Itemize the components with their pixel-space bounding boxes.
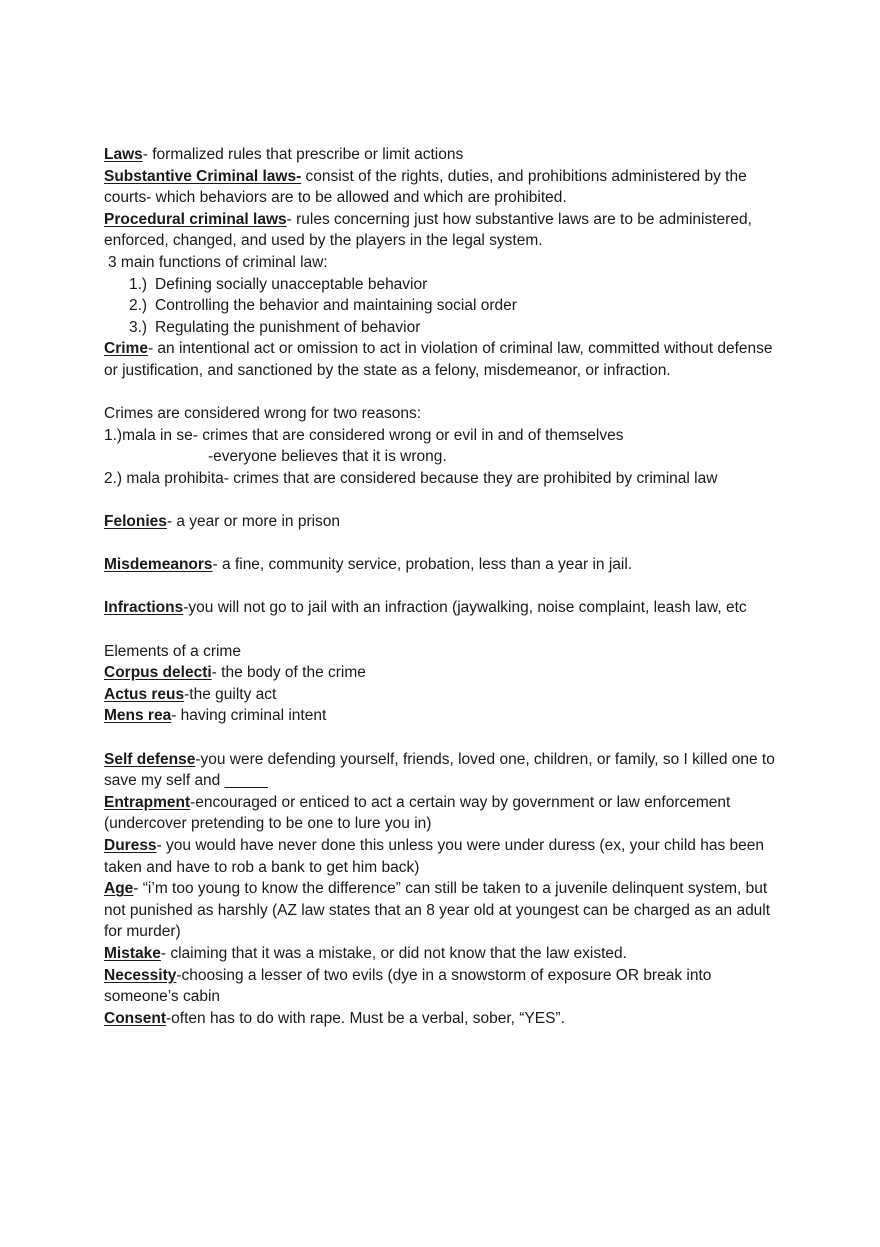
definition-necessity (104, 965, 784, 1008)
definition-crime (104, 338, 784, 381)
term-misdemeanors: Misdemeanors (104, 556, 213, 574)
definition-mens-rea (104, 705, 784, 727)
definition-text: -the guilty act (184, 685, 277, 703)
term-felonies: Felonies (104, 513, 167, 531)
term-mistake: Mistake (104, 944, 161, 962)
spacer (104, 490, 784, 512)
definition-text: - having criminal intent (171, 707, 327, 725)
definition-text: - you would have never done this unless you were under duress (ex, your child has been taken and have to rob a bank to get him back) (104, 837, 764, 876)
elements-heading: Elements of a crime (104, 642, 241, 660)
reason-mala-in-se-note: -everyone believes that it is wrong. (208, 448, 447, 466)
definition-text: -you were defending yourself, friends, loved one, children, or family, so I killed one to save my self and _____ (104, 750, 775, 790)
definition-actus-reus (104, 684, 784, 706)
list-item (104, 295, 784, 317)
definition-text: consist of the rights, duties, and prohibitions administered by the courts- which behaviors are to be allowed and which are prohibited. (104, 167, 747, 207)
definition-text: -often has to do with rape. Must be a verbal, sober, “YES”. (166, 1009, 565, 1027)
spacer (104, 727, 784, 749)
list-number: 2.) (129, 297, 148, 315)
definition-text: - rules concerning just how substantive laws are to be administered, enforced, changed, and used by the players in the legal system. (104, 210, 752, 250)
definition-text: - claiming that it was a mistake, or did not know that the law existed. (160, 944, 627, 962)
notes-body (104, 144, 784, 1029)
term-corpus-delecti: Corpus delecti (104, 664, 212, 682)
definition-misdemeanors (104, 554, 784, 576)
term-age: Age (104, 880, 134, 898)
definition-text: - formalized rules that prescribe or limit actions (142, 146, 464, 163)
definition-text: - a fine, community service, probation, less than a year in jail. (212, 556, 633, 574)
definition-consent (104, 1008, 784, 1030)
list-item (104, 274, 784, 296)
definition-infractions (104, 597, 784, 619)
spacer (104, 533, 784, 555)
definition-corpus-delecti (104, 662, 784, 684)
term-entrapment: Entrapment (104, 793, 191, 811)
definition-text: - “i’m too young to know the difference” can still be taken to a juvenile delinquent system, but not punished as harshly (AZ law states that an 8 year old at youngest can be charged as an adult for murder) (104, 880, 771, 941)
term-crime: Crime (104, 340, 148, 358)
spacer (104, 382, 784, 404)
definition-text: - the body of the crime (211, 664, 366, 682)
definition-text: -choosing a lesser of two evils (dye in a snowstorm of exposure OR break into someone’s cabin (104, 966, 712, 1006)
list-number: 3.) (129, 318, 148, 336)
term-self-defense: Self defense (104, 750, 196, 768)
term-mens-rea: Mens rea (104, 707, 172, 725)
definition-felonies (104, 511, 784, 533)
list-text: Regulating the punishment of behavior (155, 318, 421, 336)
definition-entrapment (104, 792, 784, 835)
spacer (104, 619, 784, 641)
definition-self-defense (104, 749, 784, 792)
definition-text: -encouraged or enticed to act a certain way by government or law enforcement (undercover pretending to be one to lure you in) (104, 793, 731, 833)
reasons-heading: Crimes are considered wrong for two reasons: (104, 405, 422, 423)
list-text: Defining socially unacceptable behavior (155, 275, 428, 293)
term-duress: Duress (104, 837, 157, 854)
definition-mistake (104, 943, 784, 965)
term-consent: Consent (104, 1009, 166, 1027)
term-procedural-laws: Procedural criminal laws (104, 210, 287, 228)
definition-duress (104, 835, 784, 878)
term-substantive-laws: Substantive Criminal laws- (104, 167, 302, 185)
definition-procedural-laws (104, 209, 784, 252)
definition-text: - a year or more in prison (166, 513, 341, 531)
term-actus-reus: Actus reus (104, 685, 185, 703)
definition-laws (104, 144, 784, 166)
definition-text: - an intentional act or omission to act in violation of criminal law, committed without defense or justification, and sanctioned by the state as a felony, misdemeanor, or infraction. (104, 340, 773, 379)
reason-mala-prohibita: 2.) mala prohibita- crimes that are considered because they are prohibited by criminal law (104, 469, 718, 487)
list-item (104, 317, 784, 339)
functions-heading: 3 main functions of criminal law: (108, 253, 328, 271)
term-infractions: Infractions (104, 599, 184, 617)
definition-text: -you will not go to jail with an infraction (jaywalking, noise complaint, leash law, etc (183, 599, 747, 617)
definition-age (104, 878, 784, 943)
list-number: 1.) (129, 275, 148, 293)
definition-substantive-laws (104, 166, 784, 209)
term-laws: Laws (104, 146, 143, 163)
spacer (104, 576, 784, 598)
term-necessity: Necessity (104, 966, 177, 984)
reason-mala-in-se: 1.)mala in se- crimes that are considered wrong or evil in and of themselves (104, 426, 624, 444)
list-text: Controlling the behavior and maintaining social order (155, 297, 517, 315)
